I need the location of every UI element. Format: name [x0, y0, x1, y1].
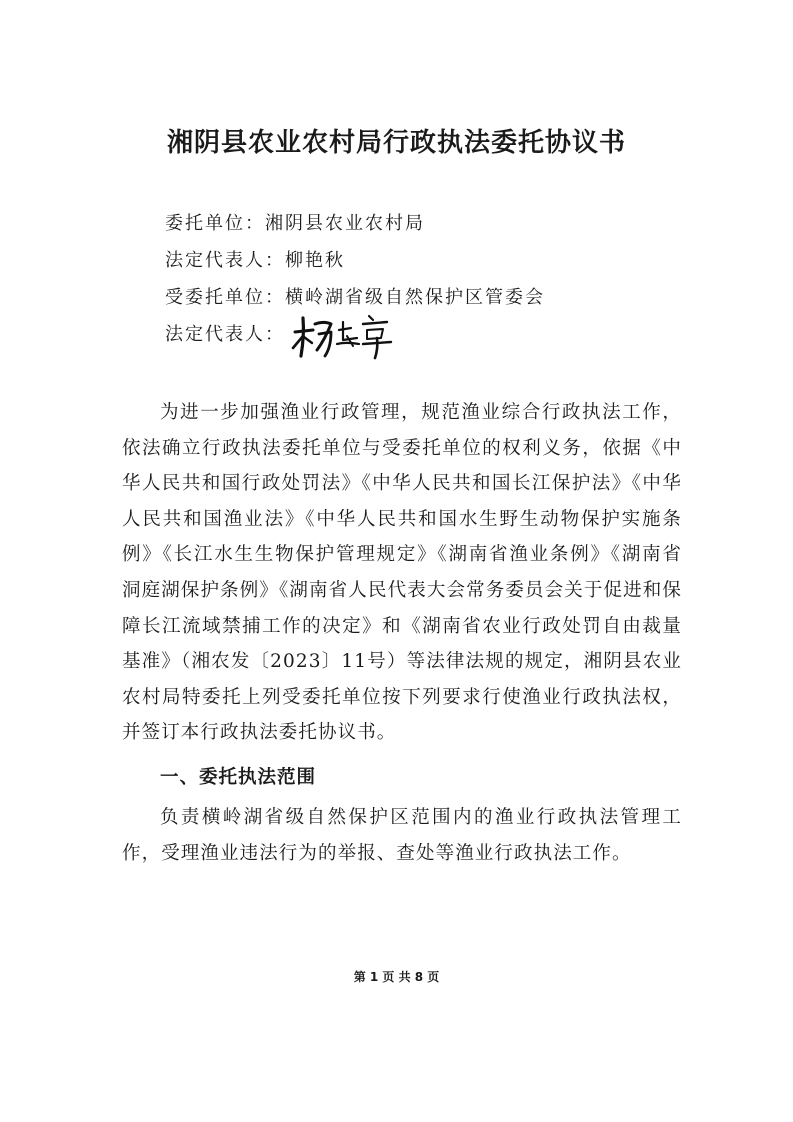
entrusting-unit-value: 湘阴县农业农村局 [265, 213, 425, 234]
party-row-entrusting-unit [165, 205, 545, 242]
section-heading-scope: 一、委托执法范围 [160, 767, 317, 788]
document-title: 湘阴县农业农村局行政执法委托协议书 [166, 128, 626, 158]
handwritten-signature [287, 310, 397, 360]
legal-rep-2-label: 法定代表人： [165, 324, 285, 345]
party-info [165, 205, 545, 353]
entrusted-unit-label: 受委托单位： [165, 287, 285, 308]
entrusting-unit-label: 委托单位： [165, 213, 265, 234]
paragraph-preamble: 为进一步加强渔业行政管理，规范渔业综合行政执法工作，依法确立行政执法委托单位与受委托单位的权利义务，依据《中华人民共和国行政处罚法》《中华人民共和国长江保护法》《中华人民共和国渔业法》《中华人民共和国水生野生动物保护实施条例》《长江水生生物保护管理规定》《湖南省渔业条例》《湖南省洞庭湖保护条例》《湖南省人民代表大会常务委员会关于促进和保障长江流域禁捕工作的决定》和《湖南省农业行政处罚自由裁量基准》（湘农发〔2023〕11号）等法律法规的规定，湘阴县农业农村局特委托上列受委托单位按下列要求行使渔业行政执法权，并签订本行政执法委托协议书。 [122, 402, 682, 744]
paragraph-scope: 负责横岭湖省级自然保护区范围内的渔业行政执法管理工作，受理渔业违法行为的举报、查处等渔业行政执法工作。 [122, 807, 682, 864]
party-row-legal-rep-1 [165, 242, 545, 279]
legal-rep-1-label: 法定代表人： [165, 250, 285, 271]
party-row-legal-rep-2 [165, 316, 545, 353]
legal-rep-1-value: 柳艳秋 [285, 250, 345, 271]
page-footer: 第 1 页 共 8 页 [353, 970, 440, 984]
entrusted-unit-value: 横岭湖省级自然保护区管委会 [285, 287, 545, 308]
